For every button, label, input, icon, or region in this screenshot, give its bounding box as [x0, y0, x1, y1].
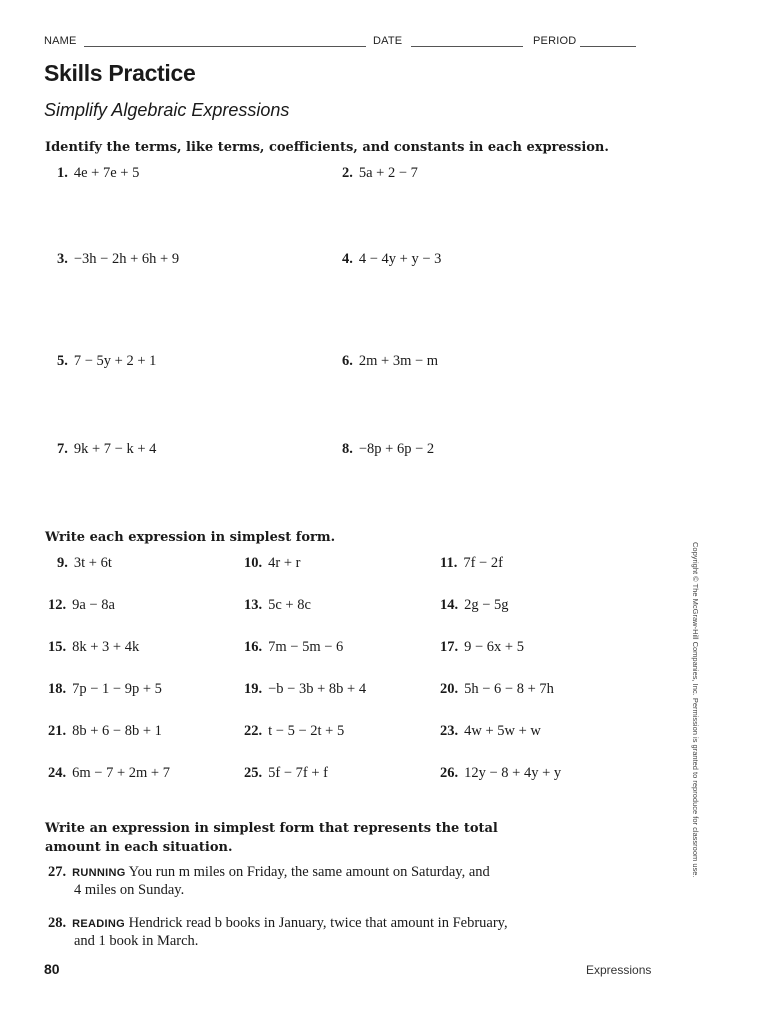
problem-9: 9. 3t + 6t [57, 555, 112, 571]
problem-19: 19. −b − 3b + 8b + 4 [244, 681, 367, 697]
problem-10: 10. 4r + r [244, 555, 301, 571]
problem-22: 22. t − 5 − 2t + 5 [244, 723, 345, 739]
problem-20: 20. 5h − 6 − 8 + 7h [440, 681, 554, 697]
problem-2: 2. 5a + 2 − 7 [342, 165, 418, 181]
problem-15: 15. 8k + 3 + 4k [48, 639, 140, 655]
period-line [580, 46, 636, 47]
problem-23: 23. 4w + 5w + w [440, 723, 541, 739]
name-label: NAME [44, 35, 77, 47]
problem-4: 4. 4 − 4y + y − 3 [342, 251, 442, 267]
problem-7: 7. 9k + 7 − k + 4 [57, 441, 157, 457]
problem-16: 16. 7m − 5m − 6 [244, 639, 344, 655]
copyright-notice: Copyright © The McGraw-Hill Companies, Inc. Permission is granted to reproduce for classroom use. [691, 542, 700, 878]
problem-28: 28. READING Hendrick read b books in January, twice that amount in February, [48, 915, 508, 931]
problem-27-line2: 4 miles on Sunday. [74, 882, 185, 898]
date-label: DATE [373, 35, 403, 47]
name-line [84, 46, 366, 47]
section1-instruction: Identify the terms, like terms, coefficients, and constants in each expression. [45, 140, 609, 155]
problem-26: 26. 12y − 8 + 4y + y [440, 765, 562, 781]
problem-1: 1. 4e + 7e + 5 [57, 165, 140, 181]
category-label: RUNNING [72, 867, 126, 879]
section2-instruction: Write each expression in simplest form. [45, 530, 336, 545]
problem-12: 12. 9a − 8a [48, 597, 115, 613]
page-title: Skills Practice [44, 60, 196, 86]
chapter-name: Expressions [586, 963, 652, 977]
problem-28-line2: and 1 book in March. [74, 933, 199, 949]
date-line [411, 46, 523, 47]
problem-21: 21. 8b + 6 − 8b + 1 [48, 723, 162, 739]
problem-5: 5. 7 − 5y + 2 + 1 [57, 353, 157, 369]
page-subtitle: Simplify Algebraic Expressions [44, 100, 290, 120]
problem-27: 27. RUNNING You run m miles on Friday, the same amount on Saturday, and [48, 864, 490, 880]
problem-13: 13. 5c + 8c [244, 597, 311, 613]
problem-8: 8. −8p + 6p − 2 [342, 441, 435, 457]
problem-11: 11. 7f − 2f [440, 555, 503, 571]
problem-18: 18. 7p − 1 − 9p + 5 [48, 681, 162, 697]
page-number: 80 [44, 961, 60, 977]
problem-14: 14. 2g − 5g [440, 597, 509, 613]
problem-3: 3. −3h − 2h + 6h + 9 [57, 251, 180, 267]
category-label: READING [72, 918, 125, 930]
problem-17: 17. 9 − 6x + 5 [440, 639, 524, 655]
section3-instruction-line1: Write an expression in simplest form that represents the total [45, 821, 498, 836]
period-label: PERIOD [533, 35, 577, 47]
problem-6: 6. 2m + 3m − m [342, 353, 439, 369]
problem-25: 25. 5f − 7f + f [244, 765, 328, 781]
problem-24: 24. 6m − 7 + 2m + 7 [48, 765, 170, 781]
section3-instruction-line2: amount in each situation. [45, 840, 233, 855]
